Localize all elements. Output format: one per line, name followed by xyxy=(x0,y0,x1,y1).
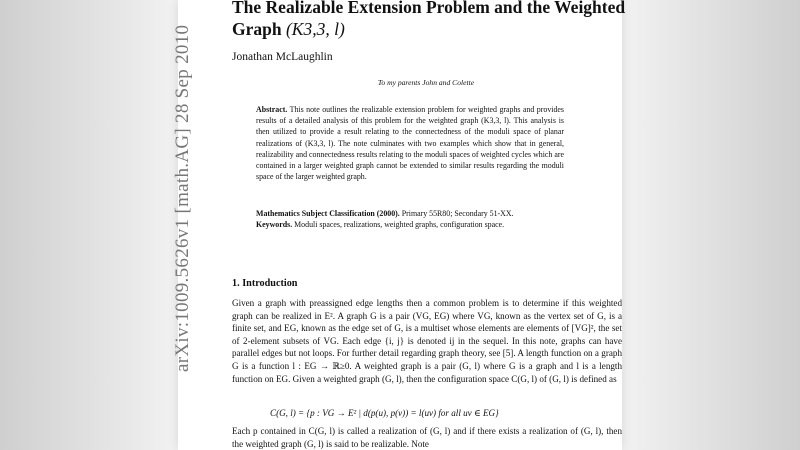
abstract-text: This note outlines the realizable extension problem for weighted graphs and provides results of a detailed analysis of this problem for the weighted graph (K3,3, l). This analysis is then utilized to provide a result relating to the connectedness of the moduli space of planar realizations of (K3,3, l). The note culminates with two examples which show that in general, realizability and connectedness results relating to the moduli spaces of weighted cycles which are contained in a larger weighted graph cannot be extended to similar results regarding the moduli space of the larger weighted graph. xyxy=(256,105,564,182)
dedication: To my parents John and Colette xyxy=(377,78,475,87)
msc-line xyxy=(256,208,576,219)
intro-paragraph: Given a graph with preassigned edge lengths then a common problem is to determine if this weighted graph can be realized in E². A graph G is a pair (VG, EG) where VG, known as the vertex set of G, is a finite set, and EG, known as the edge set of G, is a multiset whose elements are elements of [VG]², the set of 2-element subsets of VG. Each edge {i, j} is denoted ij in the sequel. In this note, graphs can have parallel edges but not loops. For further detail regarding graph theory, see [5]. A length function on a graph G is a function l : EG → ℝ≥0. A weighted graph is a pair (G, l) where G is a graph and l is a length function on EG. Given a weighted graph (G, l), then the configuration space C(G, l) of (G, l) is defined as xyxy=(232,298,622,384)
arxiv-stamp: arXiv:1009.5626v1 [math.AG] 28 Sep 2010 xyxy=(172,24,193,372)
keywords-line xyxy=(256,219,576,230)
title-line-2 xyxy=(232,18,632,40)
intro-paragraph-2: Each p contained in C(G, l) is called a realization of (G, l) and if there exists a realization of (G, l), then the weighted graph (G, l) is said to be realizable. Note xyxy=(232,426,622,449)
metadata-block xyxy=(256,208,576,230)
keywords-label: Keywords. xyxy=(256,220,293,230)
abstract xyxy=(256,104,564,182)
keywords-text: Moduli spaces, realizations, weighted graphs, configuration space. xyxy=(294,220,505,230)
title-line-2-word: Graph xyxy=(232,19,282,39)
right-margin-background xyxy=(622,0,800,450)
title-line-1: The Realizable Extension Problem and the Weighted xyxy=(232,0,626,17)
left-margin-background xyxy=(0,0,178,450)
msc-label: Mathematics Subject Classification (2000). xyxy=(256,209,400,218)
abstract-label: Abstract. xyxy=(256,105,288,114)
section-heading: 1. Introduction xyxy=(232,278,298,289)
author-name: Jonathan McLaughlin xyxy=(232,51,333,63)
configuration-space-formula: C(G, l) = {p : VG → E² | d(p(u), p(v)) = l(uv) for all uv ∈ EG} xyxy=(270,408,499,418)
msc-text: Primary 55R80; Secondary 51-XX. xyxy=(401,209,514,218)
title-math: (K3,3, l) xyxy=(285,19,345,39)
paper-title xyxy=(232,0,632,40)
